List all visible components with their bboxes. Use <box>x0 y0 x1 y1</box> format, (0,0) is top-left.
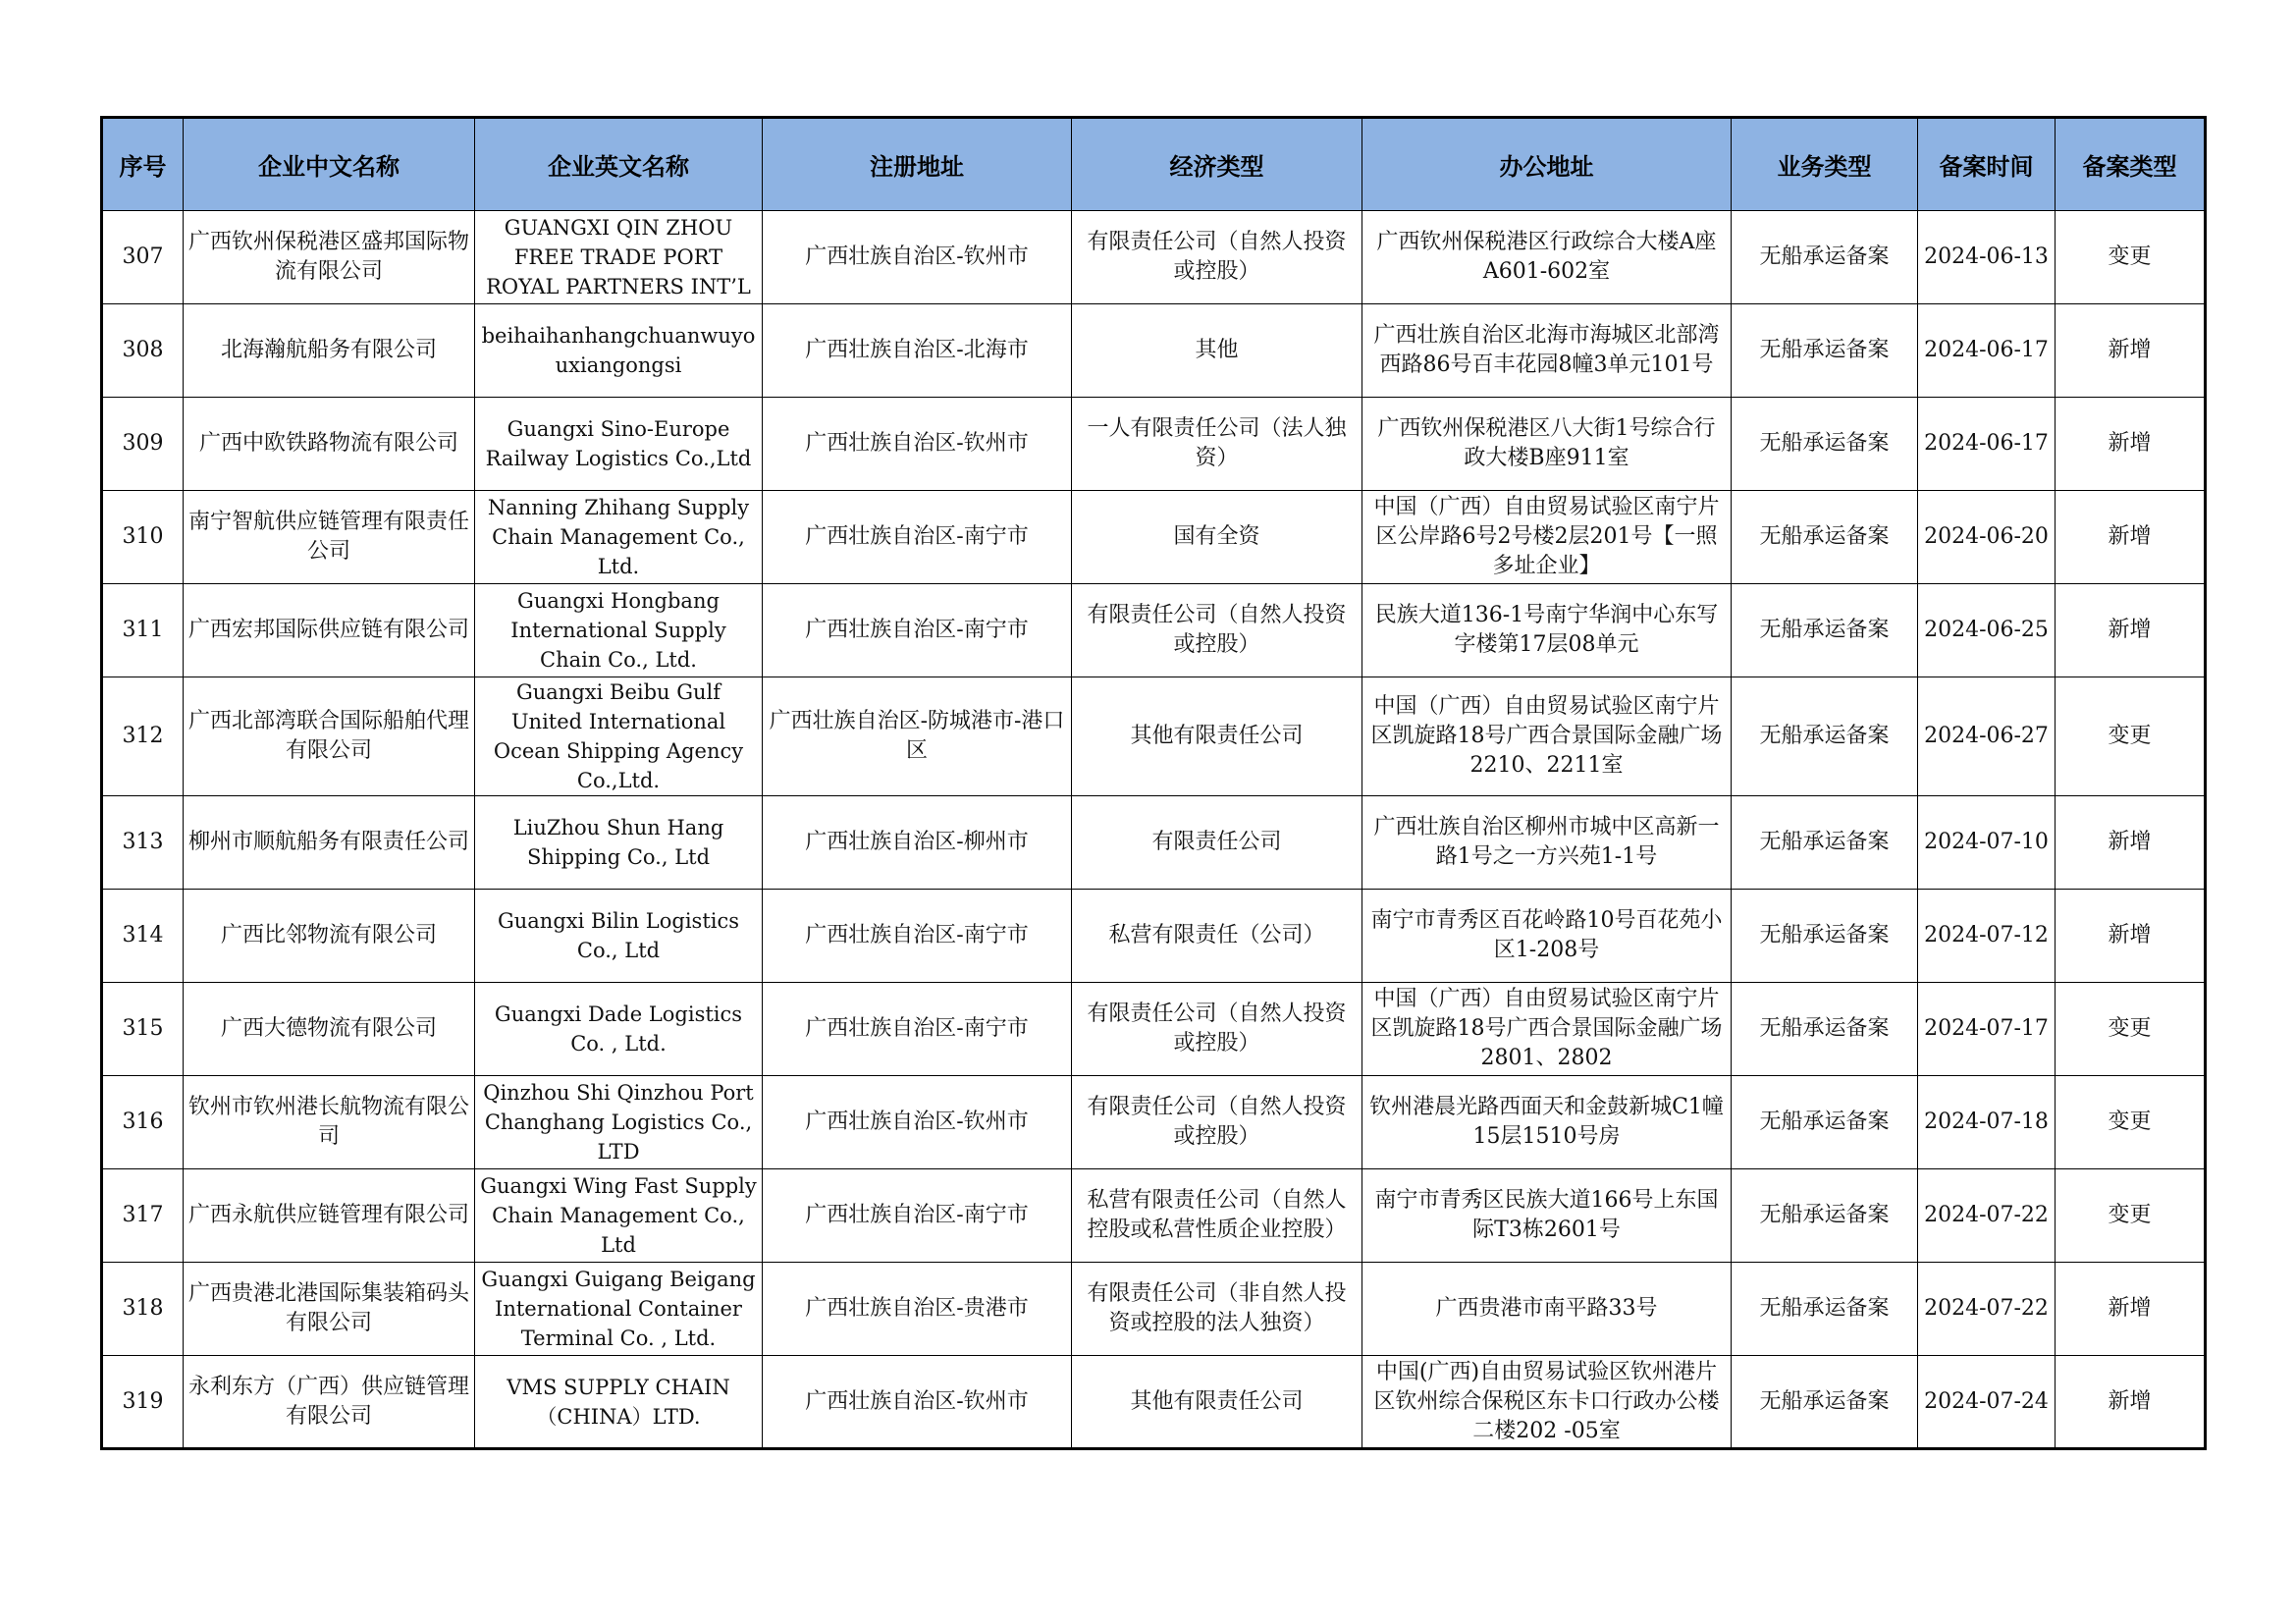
filing-table-sheet <box>100 116 2204 1450</box>
cell-en-name: Guangxi Guigang Beigang International Container Terminal Co. , Ltd. <box>475 1263 763 1356</box>
filing-table <box>100 116 2207 1450</box>
cell-record-type: 新增 <box>2056 584 2206 677</box>
cell-cn-name: 广西钦州保税港区盛邦国际物流有限公司 <box>184 211 475 304</box>
cell-biz-type: 无船承运备案 <box>1732 304 1918 398</box>
cell-cn-name: 南宁智航供应链管理有限责任公司 <box>184 491 475 584</box>
cell-office-addr: 中国（广西）自由贸易试验区南宁片区凯旋路18号广西合景国际金融广场2210、2211室 <box>1362 677 1732 796</box>
cell-record-type: 变更 <box>2056 1169 2206 1263</box>
cell-en-name: LiuZhou Shun Hang Shipping Co., Ltd <box>475 796 763 890</box>
cell-reg-addr: 广西壮族自治区-北海市 <box>763 304 1072 398</box>
cell-en-name: GUANGXI QIN ZHOU FREE TRADE PORT ROYAL PARTNERS INT’L <box>475 211 763 304</box>
cell-record-type: 变更 <box>2056 211 2206 304</box>
header-en-name: 企业英文名称 <box>475 118 763 211</box>
cell-econ-type: 有限责任公司（自然人投资或控股） <box>1072 983 1362 1076</box>
table-row <box>102 677 2206 796</box>
cell-biz-type: 无船承运备案 <box>1732 584 1918 677</box>
table-row <box>102 1263 2206 1356</box>
table-row <box>102 491 2206 584</box>
cell-office-addr: 南宁市青秀区民族大道166号上东国际T3栋2601号 <box>1362 1169 1732 1263</box>
header-office-addr: 办公地址 <box>1362 118 1732 211</box>
cell-biz-type: 无船承运备案 <box>1732 1169 1918 1263</box>
cell-no: 313 <box>102 796 184 890</box>
cell-date: 2024-07-22 <box>1918 1263 2056 1356</box>
cell-no: 316 <box>102 1076 184 1169</box>
cell-date: 2024-07-10 <box>1918 796 2056 890</box>
cell-econ-type: 私营有限责任（公司） <box>1072 890 1362 983</box>
cell-en-name: beihaihanhangchuanwuyouxiangongsi <box>475 304 763 398</box>
cell-econ-type: 有限责任公司（自然人投资或控股） <box>1072 584 1362 677</box>
cell-record-type: 变更 <box>2056 983 2206 1076</box>
cell-biz-type: 无船承运备案 <box>1732 1076 1918 1169</box>
cell-reg-addr: 广西壮族自治区-南宁市 <box>763 584 1072 677</box>
cell-office-addr: 广西钦州保税港区八大街1号综合行政大楼B座911室 <box>1362 398 1732 491</box>
cell-no: 311 <box>102 584 184 677</box>
cell-biz-type: 无船承运备案 <box>1732 983 1918 1076</box>
cell-record-type: 新增 <box>2056 890 2206 983</box>
cell-en-name: Guangxi Hongbang International Supply Chain Co., Ltd. <box>475 584 763 677</box>
cell-office-addr: 广西贵港市南平路33号 <box>1362 1263 1732 1356</box>
table-row <box>102 1169 2206 1263</box>
table-row <box>102 1076 2206 1169</box>
header-reg-addr: 注册地址 <box>763 118 1072 211</box>
table-row <box>102 1356 2206 1449</box>
cell-office-addr: 钦州港晨光路西面天和金鼓新城C1幢15层1510号房 <box>1362 1076 1732 1169</box>
cell-record-type: 新增 <box>2056 1263 2206 1356</box>
cell-econ-type: 有限责任公司（自然人投资或控股） <box>1072 1076 1362 1169</box>
cell-econ-type: 国有全资 <box>1072 491 1362 584</box>
cell-biz-type: 无船承运备案 <box>1732 677 1918 796</box>
cell-econ-type: 其他 <box>1072 304 1362 398</box>
cell-biz-type: 无船承运备案 <box>1732 491 1918 584</box>
cell-office-addr: 中国（广西）自由贸易试验区南宁片区凯旋路18号广西合景国际金融广场2801、2802 <box>1362 983 1732 1076</box>
cell-no: 318 <box>102 1263 184 1356</box>
cell-office-addr: 民族大道136-1号南宁华润中心东写字楼第17层08单元 <box>1362 584 1732 677</box>
header-biz-type: 业务类型 <box>1732 118 1918 211</box>
table-row <box>102 890 2206 983</box>
cell-reg-addr: 广西壮族自治区-南宁市 <box>763 983 1072 1076</box>
table-row <box>102 983 2206 1076</box>
cell-record-type: 变更 <box>2056 1076 2206 1169</box>
table-row <box>102 584 2206 677</box>
cell-cn-name: 柳州市顺航船务有限责任公司 <box>184 796 475 890</box>
cell-en-name: Guangxi Beibu Gulf United International Ocean Shipping Agency Co.,Ltd. <box>475 677 763 796</box>
cell-reg-addr: 广西壮族自治区-钦州市 <box>763 1076 1072 1169</box>
cell-cn-name: 永利东方（广西）供应链管理有限公司 <box>184 1356 475 1449</box>
cell-date: 2024-07-12 <box>1918 890 2056 983</box>
cell-date: 2024-06-13 <box>1918 211 2056 304</box>
cell-reg-addr: 广西壮族自治区-柳州市 <box>763 796 1072 890</box>
cell-office-addr: 广西壮族自治区北海市海城区北部湾西路86号百丰花园8幢3单元101号 <box>1362 304 1732 398</box>
header-econ-type: 经济类型 <box>1072 118 1362 211</box>
cell-no: 310 <box>102 491 184 584</box>
cell-en-name: Nanning Zhihang Supply Chain Management Co., Ltd. <box>475 491 763 584</box>
cell-econ-type: 一人有限责任公司（法人独资） <box>1072 398 1362 491</box>
cell-date: 2024-07-24 <box>1918 1356 2056 1449</box>
cell-cn-name: 广西比邻物流有限公司 <box>184 890 475 983</box>
header-date: 备案时间 <box>1918 118 2056 211</box>
cell-office-addr: 广西钦州保税港区行政综合大楼A座A601-602室 <box>1362 211 1732 304</box>
cell-no: 309 <box>102 398 184 491</box>
cell-reg-addr: 广西壮族自治区-钦州市 <box>763 398 1072 491</box>
cell-record-type: 新增 <box>2056 398 2206 491</box>
header-row <box>102 118 2206 211</box>
header-record-type: 备案类型 <box>2056 118 2206 211</box>
cell-cn-name: 广西北部湾联合国际船舶代理有限公司 <box>184 677 475 796</box>
header-no: 序号 <box>102 118 184 211</box>
cell-reg-addr: 广西壮族自治区-贵港市 <box>763 1263 1072 1356</box>
cell-en-name: Qinzhou Shi Qinzhou Port Changhang Logistics Co., LTD <box>475 1076 763 1169</box>
cell-cn-name: 广西大德物流有限公司 <box>184 983 475 1076</box>
cell-cn-name: 广西宏邦国际供应链有限公司 <box>184 584 475 677</box>
table-row <box>102 796 2206 890</box>
table-row <box>102 398 2206 491</box>
cell-biz-type: 无船承运备案 <box>1732 890 1918 983</box>
cell-en-name: Guangxi Dade Logistics Co. , Ltd. <box>475 983 763 1076</box>
header-cn-name: 企业中文名称 <box>184 118 475 211</box>
table-row <box>102 304 2206 398</box>
cell-cn-name: 广西永航供应链管理有限公司 <box>184 1169 475 1263</box>
cell-econ-type: 有限责任公司（非自然人投资或控股的法人独资） <box>1072 1263 1362 1356</box>
cell-reg-addr: 广西壮族自治区-钦州市 <box>763 211 1072 304</box>
cell-no: 314 <box>102 890 184 983</box>
cell-econ-type: 其他有限责任公司 <box>1072 1356 1362 1449</box>
cell-en-name: Guangxi Bilin Logistics Co., Ltd <box>475 890 763 983</box>
cell-reg-addr: 广西壮族自治区-钦州市 <box>763 1356 1072 1449</box>
cell-reg-addr: 广西壮族自治区-防城港市-港口区 <box>763 677 1072 796</box>
cell-office-addr: 中国(广西)自由贸易试验区钦州港片区钦州综合保税区东卡口行政办公楼二楼202 -05室 <box>1362 1356 1732 1449</box>
cell-cn-name: 北海瀚航船务有限公司 <box>184 304 475 398</box>
cell-office-addr: 南宁市青秀区百花岭路10号百花苑小区1-208号 <box>1362 890 1732 983</box>
cell-no: 315 <box>102 983 184 1076</box>
cell-en-name: VMS SUPPLY CHAIN（CHINA）LTD. <box>475 1356 763 1449</box>
cell-cn-name: 广西中欧铁路物流有限公司 <box>184 398 475 491</box>
cell-date: 2024-06-27 <box>1918 677 2056 796</box>
cell-econ-type: 其他有限责任公司 <box>1072 677 1362 796</box>
cell-reg-addr: 广西壮族自治区-南宁市 <box>763 491 1072 584</box>
cell-record-type: 新增 <box>2056 1356 2206 1449</box>
cell-record-type: 变更 <box>2056 677 2206 796</box>
cell-no: 308 <box>102 304 184 398</box>
cell-no: 319 <box>102 1356 184 1449</box>
cell-office-addr: 中国（广西）自由贸易试验区南宁片区公岸路6号2号楼2层201号【一照多址企业】 <box>1362 491 1732 584</box>
cell-biz-type: 无船承运备案 <box>1732 1263 1918 1356</box>
cell-biz-type: 无船承运备案 <box>1732 211 1918 304</box>
cell-record-type: 新增 <box>2056 304 2206 398</box>
table-row <box>102 211 2206 304</box>
cell-cn-name: 钦州市钦州港长航物流有限公司 <box>184 1076 475 1169</box>
cell-record-type: 新增 <box>2056 491 2206 584</box>
cell-office-addr: 广西壮族自治区柳州市城中区高新一路1号之一方兴苑1-1号 <box>1362 796 1732 890</box>
cell-date: 2024-06-25 <box>1918 584 2056 677</box>
cell-econ-type: 私营有限责任公司（自然人控股或私营性质企业控股） <box>1072 1169 1362 1263</box>
cell-reg-addr: 广西壮族自治区-南宁市 <box>763 1169 1072 1263</box>
cell-no: 317 <box>102 1169 184 1263</box>
cell-en-name: Guangxi Sino-Europe Railway Logistics Co.,Ltd <box>475 398 763 491</box>
cell-econ-type: 有限责任公司（自然人投资或控股） <box>1072 211 1362 304</box>
cell-biz-type: 无船承运备案 <box>1732 398 1918 491</box>
cell-date: 2024-06-20 <box>1918 491 2056 584</box>
cell-date: 2024-07-18 <box>1918 1076 2056 1169</box>
cell-en-name: Guangxi Wing Fast Supply Chain Management Co., Ltd <box>475 1169 763 1263</box>
cell-record-type: 新增 <box>2056 796 2206 890</box>
cell-econ-type: 有限责任公司 <box>1072 796 1362 890</box>
cell-cn-name: 广西贵港北港国际集装箱码头有限公司 <box>184 1263 475 1356</box>
cell-date: 2024-06-17 <box>1918 398 2056 491</box>
cell-biz-type: 无船承运备案 <box>1732 1356 1918 1449</box>
cell-no: 312 <box>102 677 184 796</box>
cell-date: 2024-06-17 <box>1918 304 2056 398</box>
cell-date: 2024-07-22 <box>1918 1169 2056 1263</box>
cell-no: 307 <box>102 211 184 304</box>
cell-biz-type: 无船承运备案 <box>1732 796 1918 890</box>
cell-date: 2024-07-17 <box>1918 983 2056 1076</box>
cell-reg-addr: 广西壮族自治区-南宁市 <box>763 890 1072 983</box>
